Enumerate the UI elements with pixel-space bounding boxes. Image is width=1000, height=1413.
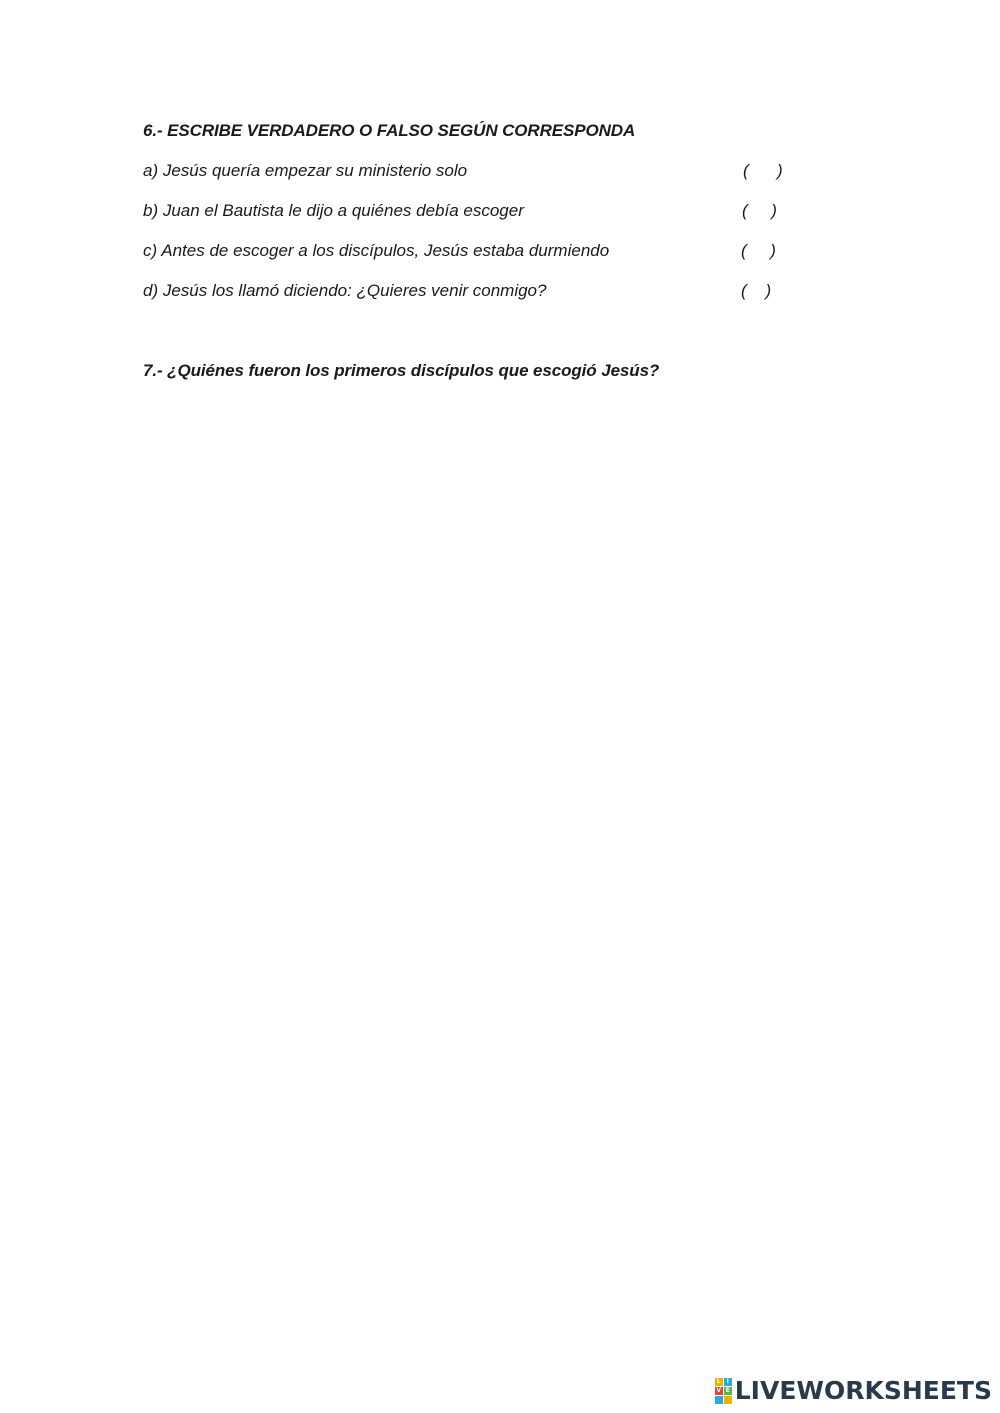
statement-c	[143, 241, 609, 261]
logo-mark-icon	[715, 1378, 732, 1404]
logo-mark-cell: I	[724, 1378, 732, 1386]
question-7-title: 7.- ¿Quiénes fueron los primeros discípulos que escogió Jesús?	[143, 361, 660, 380]
answer-box-d[interactable]: ( )	[741, 281, 772, 300]
answer-box-b[interactable]: ( )	[742, 201, 777, 220]
question-6-title: 6.- ESCRIBE VERDADERO O FALSO SEGÚN CORRESPONDA	[143, 121, 636, 140]
statement-a-text: a) Jesús quería empezar su ministerio solo	[143, 161, 468, 180]
statement-d-text: d) Jesús los llamó diciendo: ¿Quieres venir conmigo?	[143, 281, 547, 300]
logo-mark-cell	[715, 1396, 723, 1404]
logo-text: LIVEWORKSHEETS	[734, 1376, 992, 1405]
logo-mark-cell: L	[715, 1378, 723, 1386]
answer-box-a[interactable]: ( )	[743, 161, 783, 180]
statement-d	[143, 281, 546, 301]
answer-box-c[interactable]: ( )	[741, 241, 776, 260]
liveworksheets-logo	[715, 1376, 992, 1406]
statement-b	[143, 201, 524, 221]
statement-c-text: c) Antes de escoger a los discípulos, Jesús estaba durmiendo	[143, 241, 610, 260]
logo-mark-cell: V	[716, 1387, 722, 1394]
logo-mark-cell: E	[725, 1387, 730, 1394]
statement-a	[143, 161, 467, 181]
logo-mark-cell	[724, 1396, 732, 1404]
statement-b-text: b) Juan el Bautista le dijo a quiénes debía escoger	[143, 201, 524, 220]
